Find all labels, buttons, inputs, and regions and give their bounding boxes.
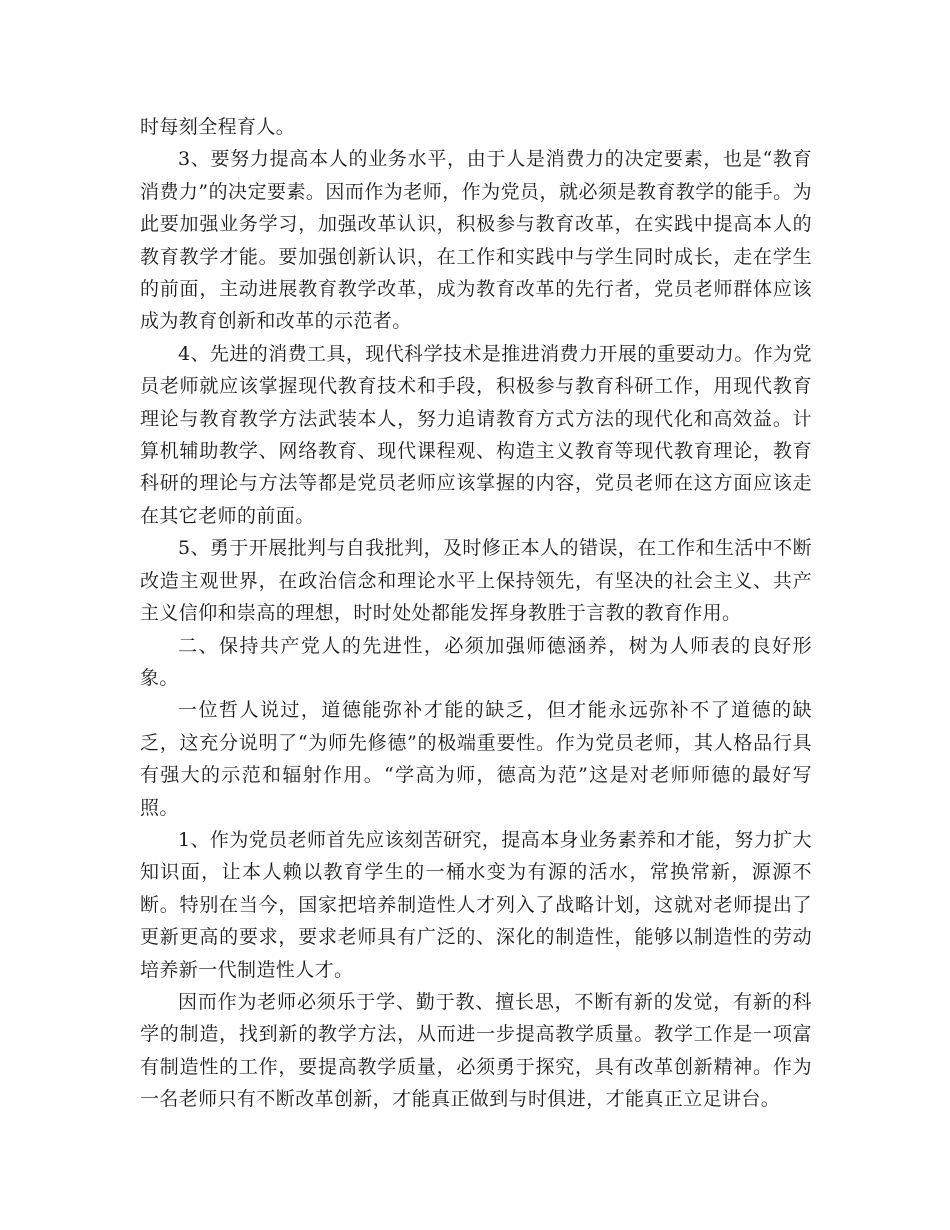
paragraph-continuation: 时每刻全程育人。 [140, 116, 296, 138]
paragraph-philosopher-quote: 一位哲人说过，道德能弥补才能的缺乏，但才能永远弥补不了道德的缺乏，这充分说明了“为师先修德”的极端重要性。作为党员老师，其人格品行具有强大的示范和辐射作用。“学高为师，德高为范”这是对老师师德的最好写照。 [140, 699, 812, 819]
paragraph-point-3: 3、要努力提高本人的业务水平，由于人是消费力的决定要素，也是“教育消费力”的决定要素。因而作为老师，作为党员，就必须是教育教学的能手。为此要加强业务学习，加强改革认识，积极参与教育改革，在实践中提高本人的教育教学才能。要加强创新认识，在工作和实践中与学生同时成长，走在学生的前面，主动进展教育教学改革，成为教育改革的先行者，党员老师群体应该成为教育创新和改革的示范者。 [140, 148, 812, 333]
paragraph-point-5: 5、勇于开展批判与自我批判，及时修正本人的错误，在工作和生活中不断改造主观世界，在政治信念和理论水平上保持领先，有坚决的社会主义、共产主义信仰和崇高的理想，时时处处都能发挥身教胜于言教的教育作用。 [140, 537, 812, 625]
document-page [140, 111, 812, 1116]
paragraph-innovation: 因而作为老师必须乐于学、勤于教、擅长思，不断有新的发觉，有新的科学的制造，找到新的教学方法，从而进一步提高教学质量。教学工作是一项富有制造性的工作，要提高教学质量，必须勇于探究，具有改革创新精神。作为一名老师只有不断改革创新，才能真正做到与时俱进，才能真正立足讲台。 [140, 990, 812, 1111]
paragraph-point-4: 4、先进的消费工具，现代科学技术是推进消费力开展的重要动力。作为党员老师就应该掌握现代教育技术和手段，积极参与教育科研工作，用现代教育理论与教育教学方法武装本人，努力追请教育方式方法的现代化和高效益。计算机辅助教学、网络教育、现代课程观、构造主义教育等现代教育理论，教育科研的理论与方法等都是党员老师应该掌握的内容，党员老师在这方面应该走在其它老师的前面。 [140, 342, 812, 527]
paragraph-point-1: 1、作为党员老师首先应该刻苦研究，提高本身业务素养和才能，努力扩大知识面，让本人赖以教育学生的一桶水变为有源的活水，常换常新，源源不断。特别在当今，国家把培养制造性人才列入了战略计划，这就对老师提出了更新更高的要求，要求老师具有广泛的、深化的制造性，能够以制造性的劳动培养新一代制造性人才。 [140, 828, 812, 981]
section-heading-2: 二、保持共产党人的先进性，必须加强师德涵养，树为人师表的良好形象。 [140, 634, 812, 689]
